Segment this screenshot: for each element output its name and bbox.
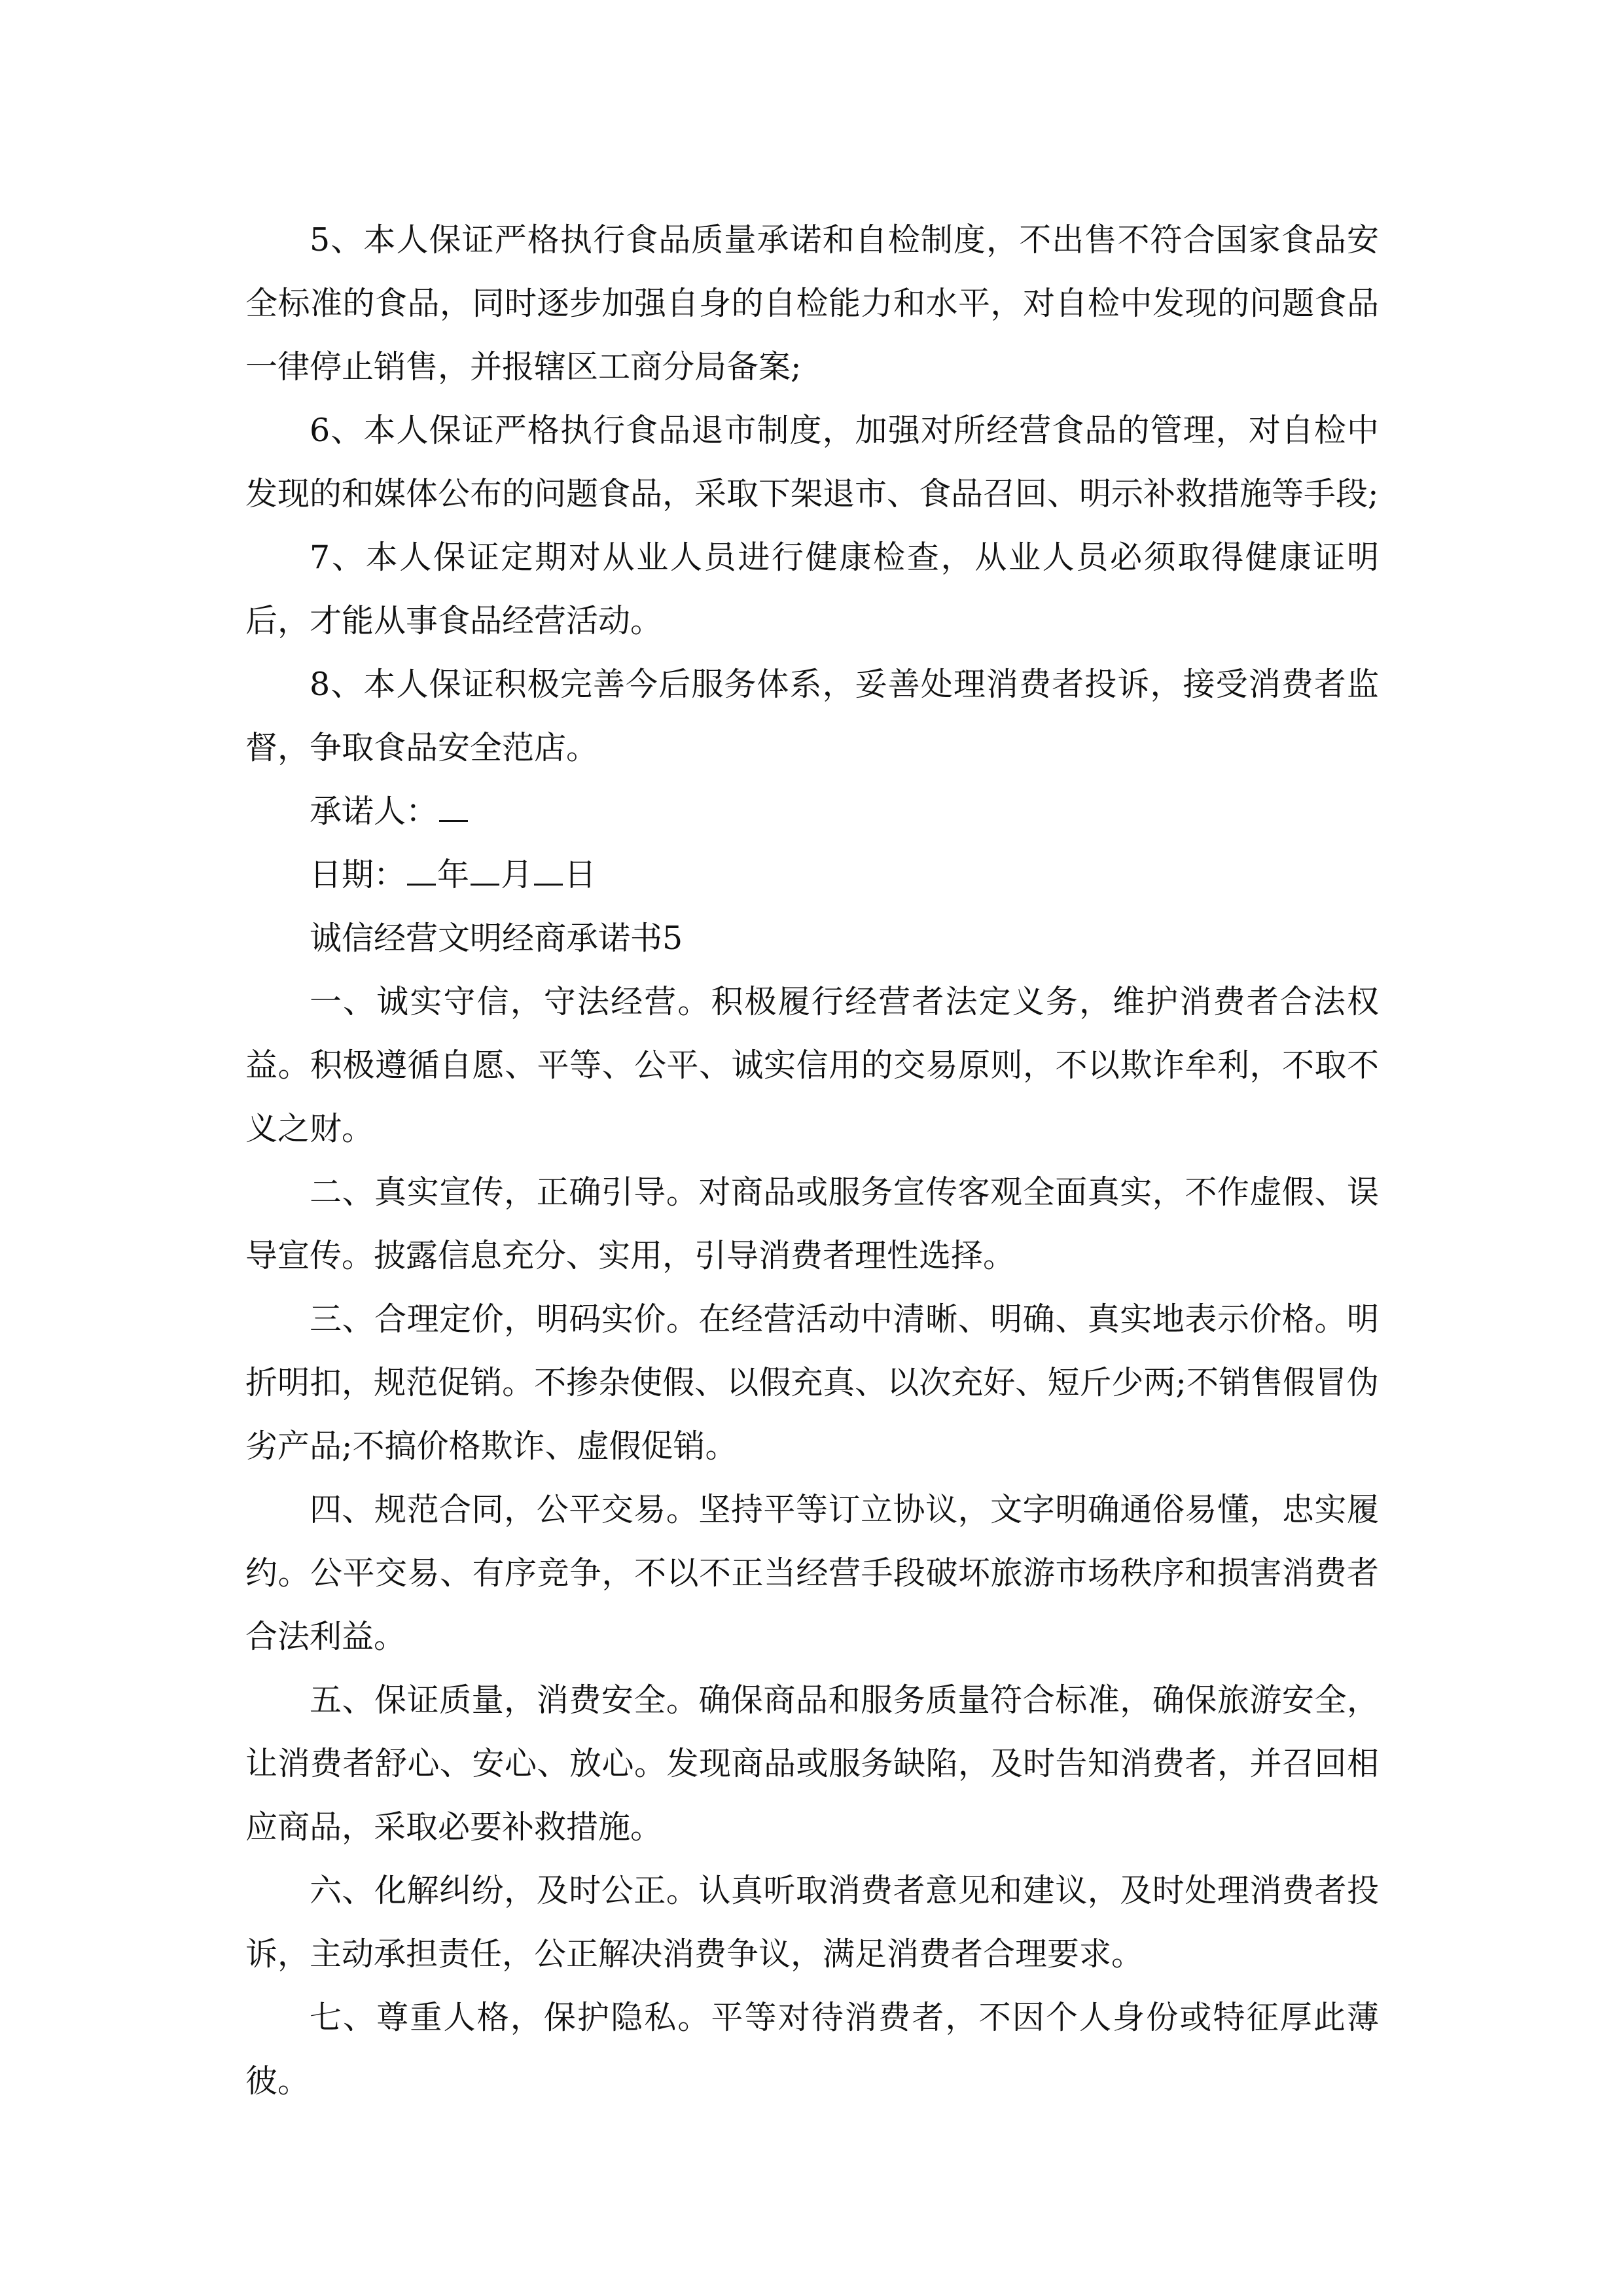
principle-item-6: 六、化解纠纷，及时公正。认真听取消费者意见和建议，及时处理消费者投诉，主动承担责任，公正解决消费争议，满足消费者合理要求。 [245,1872,1379,1973]
commitment-item-7: 7、本人保证定期对从业人员进行健康检查，从业人员必须取得健康证明后，才能从事食品经营活动。 [245,539,1379,639]
commitment-item-5: 5、本人保证严格执行食品质量承诺和自检制度，不出售不符合国家食品安全标准的食品，同时逐步加强自身的自检能力和水平，对自检中发现的问题食品一律停止销售，并报辖区工商分局备案; [245,221,1379,386]
promiser-line [245,780,1379,843]
commitment-item-8: 8、本人保证积极完善今后服务体系，妥善处理消费者投诉，接受消费者监督，争取食品安全范店。 [245,666,1379,766]
document-page [245,208,1379,2113]
principle-item-1: 一、诚实守信，守法经营。积极履行经营者法定义务，维护消费者合法权益。积极遵循自愿、平等、公平、诚实信用的交易原则，不以欺诈牟利，不取不义之财。 [245,983,1379,1147]
promiser-label: 承诺人： [310,793,438,830]
month-blank [471,883,499,886]
commitment-item-6: 6、本人保证严格执行食品退市制度，加强对所经营食品的管理，对自检中发现的和媒体公布的问题食品，采取下架退市、食品召回、明示补救措施等手段; [245,412,1379,512]
year-label: 年 [437,856,470,893]
day-blank [534,883,563,886]
month-label: 月 [501,856,533,893]
principle-item-2: 二、真实宣传，正确引导。对商品或服务宣传客观全面真实，不作虚假、误导宣传。披露信息充分、实用，引导消费者理性选择。 [245,1174,1379,1274]
principle-item-3: 三、合理定价，明码实价。在经营活动中清晰、明确、真实地表示价格。明折明扣，规范促销。不掺杂使假、以假充真、以次充好、短斤少两;不销售假冒伪劣产品;不搞价格欺诈、虚假促销。 [245,1300,1379,1465]
section-title: 诚信经营文明经商承诺书5 [310,920,683,957]
principle-item-5: 五、保证质量，消费安全。确保商品和服务质量符合标准，确保旅游安全，让消费者舒心、安心、放心。发现商品或服务缺陷，及时告知消费者，并召回相应商品，采取必要补救措施。 [245,1681,1379,1846]
year-blank [407,883,436,886]
date-label: 日期： [310,856,406,893]
date-line [245,843,1379,906]
promiser-blank [439,819,468,822]
principle-item-7: 七、尊重人格，保护隐私。平等对待消费者，不因个人身份或特征厚此薄彼。 [245,1999,1379,2100]
day-label: 日 [564,856,597,893]
principle-item-4: 四、规范合同，公平交易。坚持平等订立协议，文字明确通俗易懂，忠实履约。公平交易、有序竞争，不以不正当经营手段破坏旅游市场秩序和损害消费者合法利益。 [245,1491,1379,1655]
